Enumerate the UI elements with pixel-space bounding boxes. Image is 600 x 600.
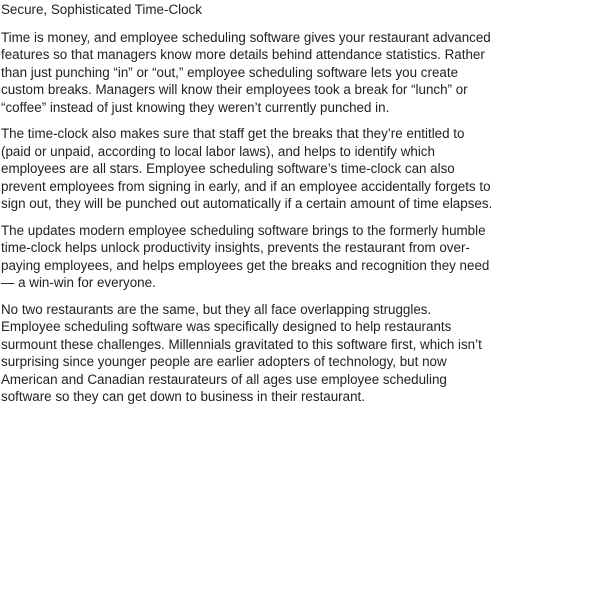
article-heading: Secure, Sophisticated Time-Clock (1, 2, 202, 17)
paragraph-1: Time is money, and employee scheduling software gives your restaurant advanced features so that managers know more details behind attendance statistics. Rather than just punching “in” or “out,” employee scheduling software lets you create custom breaks. Managers will know their employees took a break for “lunch” or “coffee” instead of just knowing they weren’t currently punched in. (1, 29, 491, 115)
paragraph-3: The updates modern employee scheduling software brings to the formerly humble time-clock helps unlock productivity insights, prevents the restaurant from over-paying employees, and helps employees get the breaks and recognition they need — a win-win for everyone. (1, 222, 490, 290)
paragraph-4: No two restaurants are the same, but they all face overlapping struggles. Employee scheduling software was specifically designed to help restaurants surmount these challenges. Millennials gravitated to this software first, which isn’t surprising since younger people are earlier adopters of technology, but now American and Canadian restaurateurs of all ages use employee scheduling software so they can get down to business in their restaurant. (1, 301, 482, 404)
paragraph-2: The time-clock also makes sure that staff get the breaks that they’re entitled to (paid or unpaid, according to local labor laws), and helps to identify which employees are all stars. Employee scheduling software’s time-clock can also prevent employees from signing in early, and if an employee accidentally forgets to sign out, they will be punched out automatically if a certain amount of time elapses. (1, 126, 493, 211)
article (1, 1, 493, 415)
